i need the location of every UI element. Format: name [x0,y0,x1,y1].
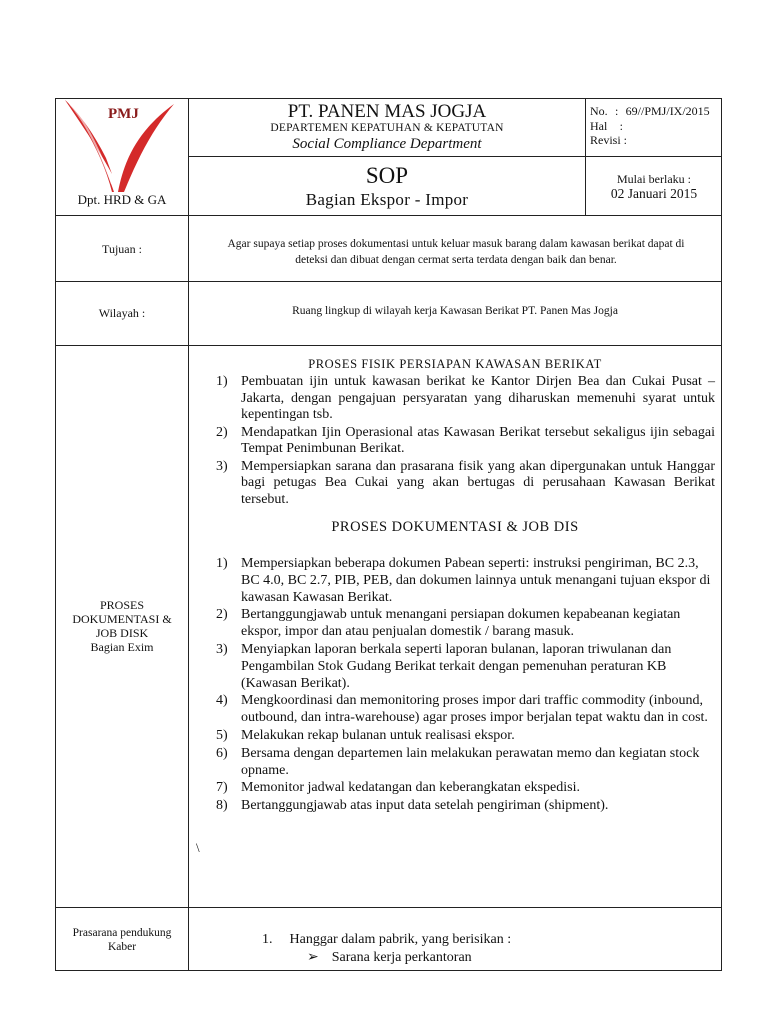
grid-line [55,345,722,346]
company-logo [62,100,180,192]
section-title-documentation: PROSES DOKUMENTASI & JOB DIS [331,519,579,535]
proses-label-line: PROSES [99,598,145,612]
doc-number-label: No. [590,104,608,118]
prasarana-label [56,926,188,954]
grid-line [55,907,722,908]
wilayah-text: Ruang lingkup di wilayah kerja Kawasan Berikat PT. Panen Mas Jogja [292,305,618,317]
list-item: 6) Bersama dengan departemen lain melakukan perawatan memo dan kegiatan stock opname. [216,745,700,778]
department-name: DEPARTEMEN KEPATUHAN & KEPATUTAN [270,122,504,134]
doc-type-title: SOP [365,163,409,188]
proses-label-line: JOB DISK [95,626,149,640]
prasarana-item-number: 1. [262,932,273,947]
prasarana-subitem [307,949,472,966]
revision-label: Revisi [590,133,621,147]
prasarana-label-line: Prasarana pendukung [72,927,172,939]
svg-text:PMJ: PMJ [108,106,139,122]
list-item: 2) Bertanggungjawab untuk menangani persiapan dokumen kepabeanan kegiatan ekspor, impor dan atau penjualan domestik / barang masuk. [216,607,681,640]
prasarana-label-line: Kaber [107,941,137,953]
list-item: 1) Mempersiapkan beberapa dokumen Pabean seperti: instruksi pengiriman, BC 2.3, BC 4.0, BC 2.7, PIB, PEB, dan dokumen lainnya untuk menangani tujuan ekspor di kawasan Kawasan Berikat. [216,556,711,605]
stray-mark: \ [196,840,200,855]
arrow-bullet-icon: ➢ [307,950,319,965]
effective-date: 02 Januari 2015 [610,186,698,201]
department-name-en: Social Compliance Department [292,136,482,152]
prasarana-item-text: Hanggar dalam pabrik, yang berisikan : [289,932,512,947]
list-item: 3) Menyiapkan laporan berkala seperti laporan bulanan, laporan triwulanan dan Pengambilan Stok Gudang Berikat terkait dengan pemenuhan peraturan KB (Kawasan Berikat). [216,641,672,691]
wilayah-label: Wilayah : [98,306,146,320]
doc-number-value: 69//PMJ/IX/2015 [625,104,710,118]
section-title-physical: PROSES FISIK PERSIAPAN KAWASAN BERIKAT [308,357,602,371]
list-item: 5) Melakukan rekap bulanan untuk realisasi ekspor. [216,727,515,743]
proses-label-line: Bagian Exim [90,640,154,654]
dept-left-label: Dpt. HRD & GA [77,192,167,207]
prasarana-subitem-text: Sarana kerja perkantoran [331,950,472,965]
revision-row: Revisi : [590,133,628,147]
documentation-process-list [216,556,716,816]
grid-line [55,281,722,282]
list-item: 3) Mempersiapkan sarana dan prasarana fisik yang akan dipergunakan untuk Hanggar bagi petugas Bea Cukai yang akan bertugas di perusahaan Kawasan Berikat tersebut. [216,458,715,507]
proses-label-line: DOKUMENTASI & [72,612,172,626]
pmj-logo-icon [62,100,180,192]
proses-label [56,598,188,654]
list-item: 8) Bertanggungjawab atas input data setelah pengiriman (shipment). [216,798,609,814]
doc-number-row: No. : 69//PMJ/IX/2015 [590,104,710,118]
tujuan-line: Agar supaya setiap proses dokumentasi untuk keluar masuk barang dalam kawasan berikat dapat di [227,238,685,250]
page-row: Hal : [590,119,623,133]
doc-subject: Bagian Ekspor - Impor [305,190,469,209]
list-item: 1) Pembuatan ijin untuk kawasan berikat ke Kantor Dirjen Bea dan Cukai Pusat – Jakarta, dengan pengajuan persyaratan yang diharuskan memenuhi syarat untuk kepentingan tsb. [216,374,715,422]
grid-line [188,156,722,157]
list-item: 2) Mendapatkan Ijin Operasional atas Kawasan Berikat tersebut sekaligus ijin sebagai Tempat Penimbunan Berikat. [216,424,715,456]
effective-label: Mulai berlaku : [617,172,691,186]
tujuan-line: deteksi dan dibuat dengan cermat serta terdata dengan baik dan benar. [295,254,617,266]
grid-line [55,215,722,216]
prasarana-item [262,932,511,948]
tujuan-text [194,236,718,268]
list-item: 4) Mengkoordinasi dan memonitoring proses impor dari traffic commodity (inbound, outbound, dan intra-warehouse) agar proses impor berjalan tepat waktu dan in cost. [216,693,708,726]
physical-process-list [216,374,715,509]
company-name: PT. PANEN MAS JOGJA [287,101,487,122]
list-item: 7) Memonitor jadwal kedatangan dan keberangkatan ekspedisi. [216,780,580,796]
page-label: Hal [590,119,608,133]
tujuan-label: Tujuan : [102,242,142,256]
